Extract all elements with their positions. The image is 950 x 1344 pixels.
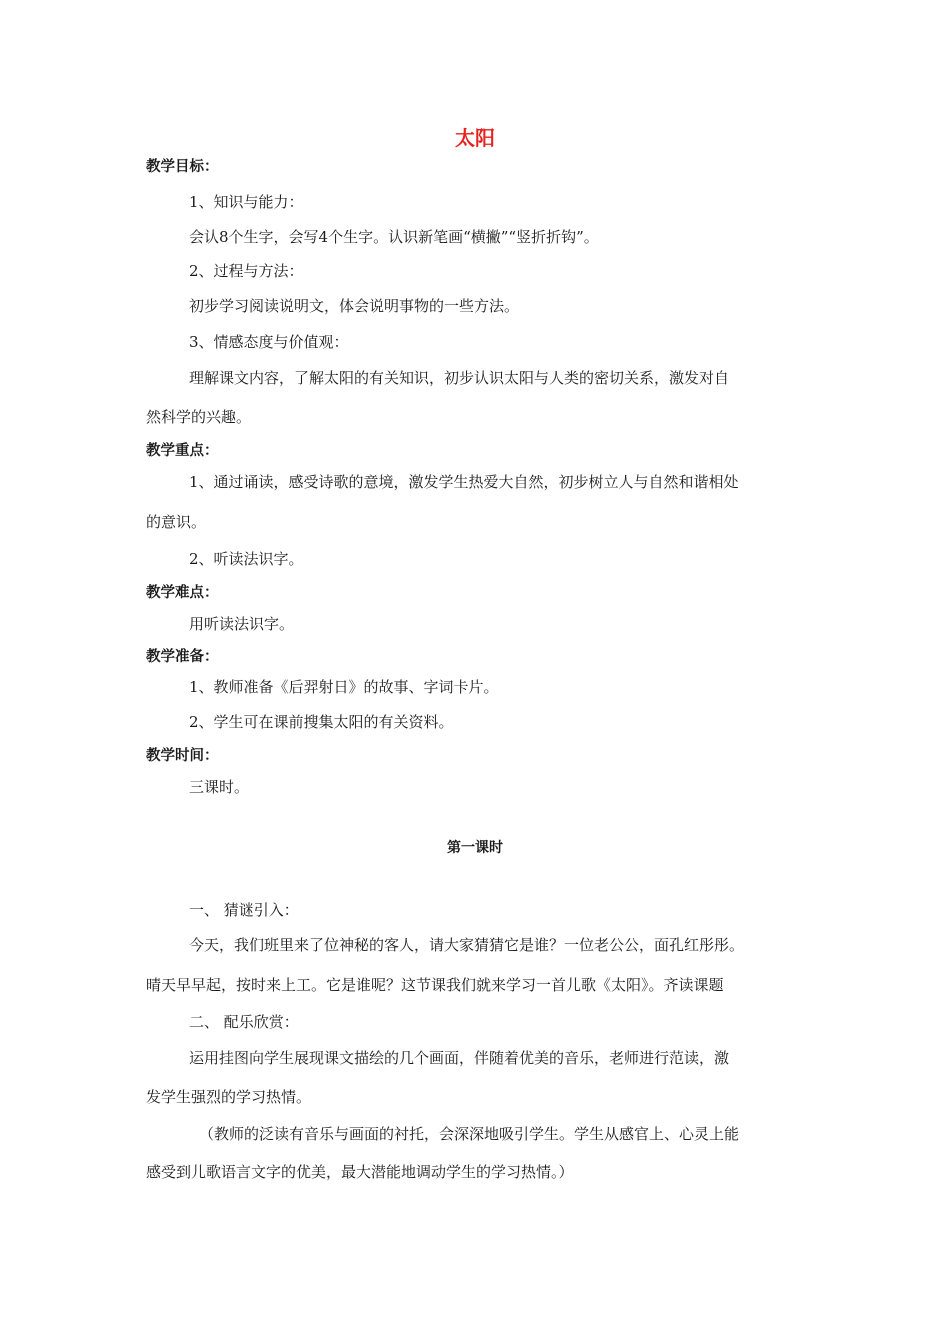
lesson1-step1-line2: 晴天早早起，按时来上工。它是谁呢？这节课我们就来学习一首儿歌《太阳》。齐读课题 — [146, 976, 724, 994]
lesson1-step2-line1: 运用挂图向学生展现课文描绘的几个画面，伴随着优美的音乐，老师进行范读，激 — [189, 1049, 730, 1067]
preparation-1: 1、教师准备《后羿射日》的故事、字词卡片。 — [189, 678, 499, 696]
key-point-2: 2、听读法识字。 — [189, 550, 304, 568]
objective-2-text: 初步学习阅读说明文，体会说明事物的一些方法。 — [189, 297, 520, 315]
objective-1-text: 会认8个生字，会写4个生字。认识新笔画“横撇”“竖折折钩”。 — [189, 228, 599, 246]
lesson1-note-line1: （教师的泛读有音乐与画面的衬托，会深深地吸引学生。学生从感官上、心灵上能 — [199, 1125, 740, 1143]
objective-3-text-line2: 然科学的兴趣。 — [146, 408, 252, 426]
objective-1-label: 1、知识与能力： — [189, 193, 304, 211]
lesson1-title: 第一课时 — [447, 840, 503, 856]
preparation-2: 2、学生可在课前搜集太阳的有关资料。 — [189, 713, 454, 731]
preparation-heading: 教学准备： — [146, 649, 219, 665]
lesson1-step2-label: 二、 配乐欣赏： — [189, 1013, 299, 1031]
lesson1-step1-line1: 今天，我们班里来了位神秘的客人，请大家猜猜它是谁？一位老公公，面孔红彤彤。 — [189, 936, 745, 954]
key-points-heading: 教学重点： — [146, 443, 219, 459]
objective-2-label: 2、过程与方法： — [189, 262, 304, 280]
time-value: 三课时。 — [189, 778, 250, 796]
lesson1-note-line2: 感受到儿歌语言文字的优美，最大潜能地调动学生的学习热情。） — [146, 1163, 574, 1181]
objective-3-label: 3、情感态度与价值观： — [189, 333, 349, 351]
time-heading: 教学时间： — [146, 748, 219, 764]
difficulties-heading: 教学难点： — [146, 585, 219, 601]
key-point-1-line2: 的意识。 — [146, 513, 207, 531]
lesson1-step1-label: 一、 猜谜引入： — [189, 901, 299, 919]
document-title: 太阳 — [455, 126, 495, 150]
lesson1-step2-line2: 发学生强烈的学习热情。 — [146, 1088, 312, 1106]
objective-3-text-line1: 理解课文内容，了解太阳的有关知识，初步认识太阳与人类的密切关系，激发对自 — [189, 369, 730, 387]
objectives-heading: 教学目标： — [146, 159, 219, 175]
key-point-1-line1: 1、通过诵读，感受诗歌的意境，激发学生热爱大自然，初步树立人与自然和谐相处 — [189, 473, 739, 491]
difficulty-1: 用听读法识字。 — [189, 615, 295, 633]
